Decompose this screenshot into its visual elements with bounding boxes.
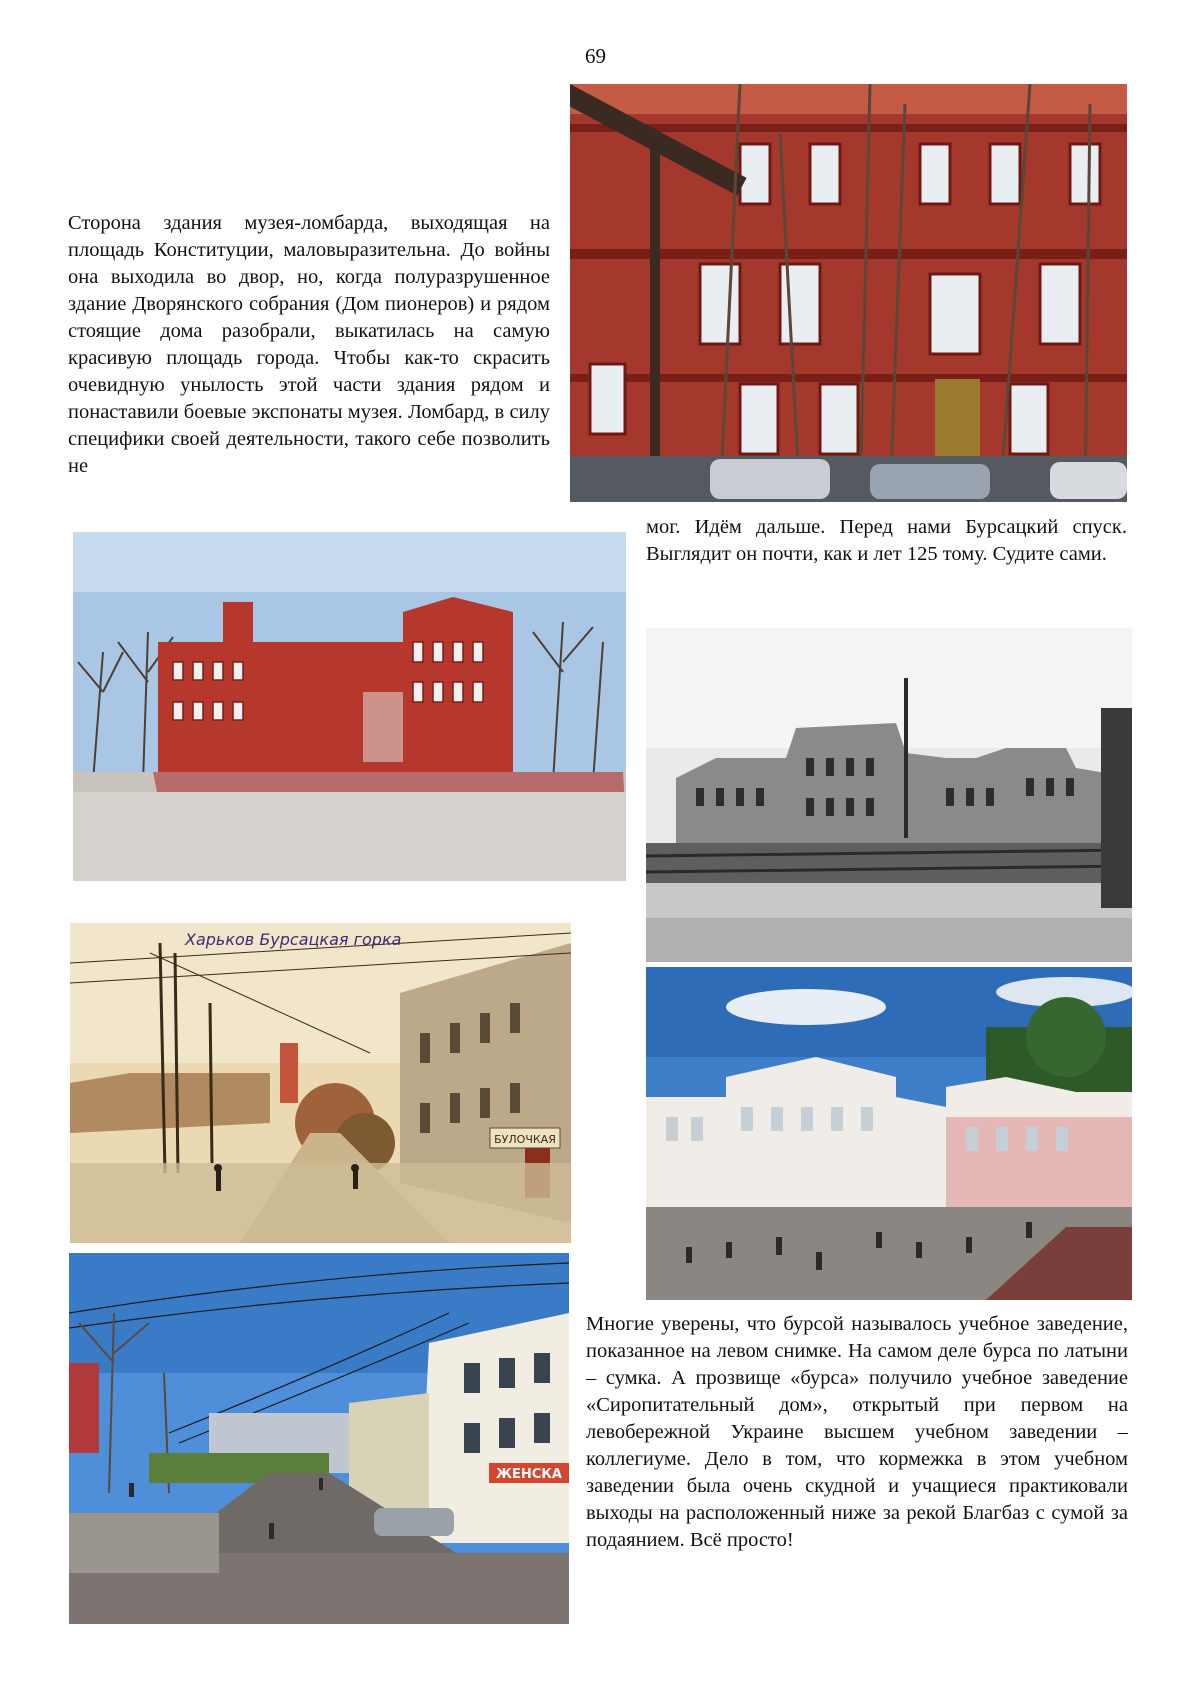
paragraph-museum-lombard — [68, 210, 550, 510]
paragraph-bursa-meaning — [586, 1311, 1128, 1581]
paragraph-bursatsky-descent — [646, 514, 1127, 599]
shop-sign: БУЛОЧКАЯ — [494, 1133, 556, 1146]
paragraph-text: мог. Идём дальше. Перед нами Бурсацкий спуск. Выглядит он почти, как и лет 125 тому. Судите сами. — [646, 516, 1127, 565]
postcard-caption: Харьков Бурсацкая горка — [185, 930, 402, 949]
photo-brick-facade — [570, 84, 1127, 502]
photo-modern-street — [69, 1253, 569, 1624]
page-number: 69 — [585, 44, 606, 68]
photo-historical-bw — [646, 628, 1132, 962]
store-sign: ЖЕНСКА — [496, 1467, 562, 1482]
paragraph-text: Многие уверены, что бурсой называлось учебное заведение, показанное на левом снимке. На самом деле бурса по латыни – сумка. А прозвище «бурса» получило учебное заведение «Сиропитательный дом», открытый при первом на левобережной Украине высшем учебном заведении – коллегиуме. Дело в том, что кормежка в этом учебном заведении была очень скудной и учащиеся практиковали выходы на расположенный ниже за рекой Благбаз с сумой за подаянием. Всё просто! — [586, 1313, 1128, 1551]
paragraph-text: Сторона здания музея-ломбарда, выходящая на площадь Конституции, маловыразительна. До войны она выходила во двор, но, когда полуразрушенное здание Дворянского собрания (Дом пионеров) и рядом стоящие дома разобрали, выкатилась на самую красивую площадь города. Чтобы как-то скрасить очевидную унылость этой части здания рядом и понаставили боевые экспонаты музея. Ломбард, в силу специфики своей деятельности, такого себе позволить не — [68, 212, 550, 477]
photo-modern-square — [646, 967, 1132, 1300]
photo-postcard-street — [70, 923, 571, 1243]
photo-museum-building — [73, 532, 626, 881]
